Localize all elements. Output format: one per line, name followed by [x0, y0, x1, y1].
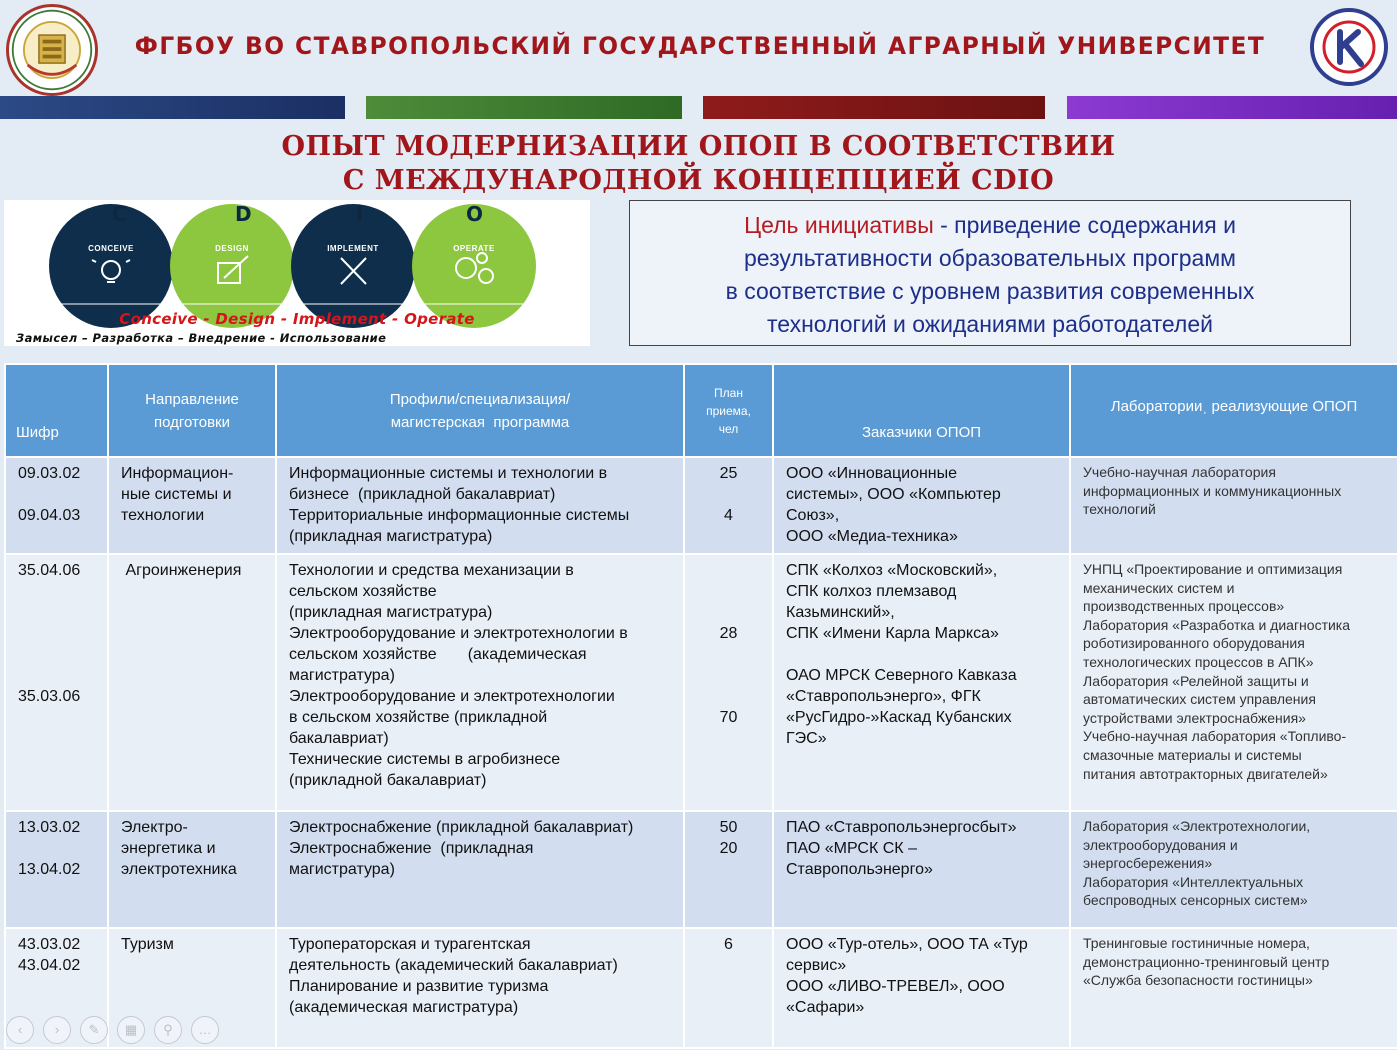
- cell-profiles: [276, 554, 684, 811]
- cell-code-line: [18, 644, 95, 665]
- cell-profiles-line: Электрооборудование и электротехнологии: [289, 688, 615, 705]
- cell-profiles-line: Планирование и развитие туризма: [289, 978, 549, 995]
- chevron-right-icon: ›: [54, 1022, 60, 1037]
- cell-customers-line: СПК «Имени Карла Маркса»: [786, 625, 999, 642]
- cell-direction-line: Агроинженерия: [121, 562, 242, 579]
- cell-profiles-line: сельском хозяйстве: [289, 583, 437, 600]
- table-row: [5, 457, 1397, 554]
- prev-slide-button[interactable]: [6, 1016, 34, 1044]
- cell-customers-line: Казьминский»,: [786, 604, 895, 621]
- cell-profiles-line: Туроператорская и турагентская: [289, 936, 531, 953]
- goal-line-1: [630, 209, 1350, 242]
- header-plan-line: приема,: [706, 403, 751, 418]
- cell-profiles-line: (академическая магистратура): [289, 999, 519, 1016]
- ellipsis-icon: …: [198, 1022, 212, 1037]
- initiative-goal-box: [629, 200, 1351, 346]
- pen-button[interactable]: [80, 1016, 108, 1044]
- cell-plan: [684, 554, 773, 811]
- cell-plan-line: 6: [724, 936, 733, 953]
- goal-label: Цель инициативы: [744, 212, 934, 238]
- header-direction: [108, 364, 276, 457]
- cell-labs-line: Учебно-научная лаборатория: [1083, 464, 1276, 480]
- cell-profiles-line: Территориальные информационные системы: [289, 507, 630, 524]
- cell-code-line: [18, 665, 95, 686]
- cell-labs-line: электрооборудования и: [1083, 836, 1238, 853]
- cell-labs-line: Лаборатория «Интеллектуальных: [1083, 873, 1304, 890]
- cell-customers-line: «Ставропольэнерго», ФГК: [786, 688, 981, 705]
- table-row: [5, 554, 1397, 811]
- cell-labs-line: Лаборатория «Электротехнологии,: [1083, 818, 1311, 834]
- cell-plan-line: [697, 665, 760, 686]
- cell-direction: [108, 457, 276, 554]
- cell-plan-line: 20: [719, 840, 738, 857]
- cell-customers: [773, 554, 1070, 811]
- cell-plan: [684, 457, 773, 554]
- university-emblem-logo: [6, 4, 98, 96]
- cell-code-line: [18, 838, 95, 859]
- grid-icon: ▦: [124, 1022, 138, 1037]
- cell-plan-line: 25: [719, 465, 738, 482]
- cell-code-line: 35.03.06: [18, 688, 81, 705]
- cell-profiles-line: бизнесе (прикладной бакалавриат): [289, 486, 556, 503]
- cell-code-line: [18, 484, 95, 505]
- slides-grid-button[interactable]: [117, 1016, 145, 1044]
- cell-profiles-line: Электроснабжение (прикладной бакалавриат): [289, 819, 634, 836]
- cell-labs: [1070, 928, 1397, 1048]
- cell-labs-line: устройствами электроснабжения»: [1083, 709, 1306, 726]
- cell-customers-line: ООО «Тур-отель», ООО ТА «Тур: [786, 936, 1028, 953]
- cell-labs-line: УНПЦ «Проектирование и оптимизация: [1083, 561, 1343, 577]
- cell-labs-line: Тренинговые гостиничные номера,: [1083, 935, 1310, 951]
- decorative-stripe-green: [366, 96, 682, 119]
- slide-title-line-1: ОПЫТ МОДЕРНИЗАЦИИ ОПОП В СООТВЕТСТВИИ: [281, 131, 1116, 162]
- cell-code-line: [18, 602, 95, 623]
- cell-profiles-line: магистратура): [289, 861, 395, 878]
- cell-direction: [108, 811, 276, 928]
- cell-code-line: 13.04.02: [18, 861, 81, 878]
- cell-profiles-line: бакалавриат): [289, 730, 389, 747]
- cell-code: [5, 811, 108, 928]
- cell-plan: [684, 811, 773, 928]
- cell-labs-line: информационных и коммуникационных: [1083, 482, 1342, 499]
- cell-profiles: [276, 457, 684, 554]
- cell-plan: [684, 928, 773, 1048]
- cell-profiles: [276, 811, 684, 928]
- header-direction-line: Направление: [145, 390, 239, 408]
- cell-direction-line: электротехника: [121, 861, 237, 878]
- next-slide-button[interactable]: [43, 1016, 71, 1044]
- cell-plan-line: [697, 644, 760, 665]
- cell-profiles-line: в сельском хозяйстве (прикладной: [289, 709, 548, 726]
- cdio-letter-c: C: [112, 202, 127, 226]
- more-options-button[interactable]: [191, 1016, 219, 1044]
- cell-labs-line: Учебно-научная лаборатория «Топливо-: [1083, 728, 1347, 745]
- cdio-letter-o: O: [466, 202, 484, 226]
- cell-plan-line: [697, 560, 760, 581]
- cell-customers: [773, 811, 1070, 928]
- cell-customers-line: Союз»,: [786, 507, 840, 524]
- cell-code-line: 09.04.03: [18, 507, 81, 524]
- cell-customers-line: «РусГидро-»Каскад Кубанских: [786, 709, 1012, 726]
- cell-labs-line: автоматических систем управления: [1083, 691, 1316, 708]
- cell-labs-line: Лаборатория «Разработка и диагностика: [1083, 616, 1351, 633]
- cdio-english-caption: Conceive - Design - Implement - Operate: [119, 310, 475, 328]
- cell-customers-line: ПАО «МРСК СК –: [786, 840, 917, 857]
- header-code: Шифр: [5, 364, 108, 457]
- programs-table-wrapper: [4, 363, 1397, 1049]
- cell-labs-line: питания автотракторных двигателей»: [1083, 765, 1328, 782]
- table-row: [5, 811, 1397, 928]
- cell-code-line: 13.03.02: [18, 819, 81, 836]
- cell-customers-line: Ставропольэнерго»: [786, 861, 933, 878]
- slide-title-line-2: С МЕЖДУНАРОДНОЙ КОНЦЕПЦИЕЙ CDIO: [342, 165, 1055, 196]
- cell-labs-line: Лаборатория «Релейной защиты и: [1083, 672, 1309, 689]
- cell-plan-line: 70: [719, 709, 738, 726]
- cell-customers-line: СПК колхоз племзавод: [786, 583, 957, 600]
- header-profiles-line: магистерская программа: [390, 413, 570, 431]
- programs-table: [4, 363, 1397, 1049]
- cell-labs-line: производственных процессов»: [1083, 598, 1285, 615]
- cell-direction: [108, 554, 276, 811]
- cell-code-line: 35.04.06: [18, 562, 81, 579]
- cell-plan-line: 4: [724, 507, 733, 524]
- cell-labs-line: беспроводных сенсорных систем»: [1083, 892, 1308, 909]
- header-direction-line: подготовки: [154, 413, 230, 431]
- cell-labs-line: технологий: [1083, 501, 1156, 518]
- cdio-concept-image: [4, 200, 590, 346]
- cell-labs-line: технологических процессов в АПК»: [1083, 653, 1314, 670]
- university-name: ФГБОУ ВО СТАВРОПОЛЬСКИЙ ГОСУДАРСТВЕННЫЙ АГРАРНЫЙ УНИВЕРСИТЕТ: [134, 32, 1266, 60]
- goal-line-4: технологий и ожиданиями работодателей: [767, 311, 1213, 337]
- implement-label: IMPLEMENT: [327, 244, 379, 253]
- cell-customers-line: ОАО МРСК Северного Кавказа: [786, 667, 1017, 684]
- cell-labs-line: энергосбережения»: [1083, 855, 1213, 872]
- header-plan-line: План: [714, 385, 743, 400]
- cell-code-line: [18, 623, 95, 644]
- cell-labs: [1070, 457, 1397, 554]
- slide-title: [0, 130, 1397, 198]
- cell-customers-line: ООО «Медиа-техника»: [786, 528, 958, 545]
- cell-customers: [773, 457, 1070, 554]
- magnifier-icon: ⚲: [163, 1022, 173, 1037]
- cell-profiles-line: Электроснабжение (прикладная: [289, 840, 534, 857]
- cdio-russian-caption: Замысел – Разработка – Внедрение - Использование: [16, 331, 387, 345]
- cell-labs-line: демонстрационно-тренинговый центр: [1083, 953, 1330, 970]
- cell-profiles-line: деятельность (академический бакалавриат): [289, 957, 618, 974]
- decorative-stripe-blue: [0, 96, 345, 119]
- design-label: DESIGN: [215, 244, 249, 253]
- decorative-stripe-purple: [1067, 96, 1397, 119]
- goal-line-1-rest: - приведение содержания и: [933, 212, 1236, 238]
- cell-code-line: [18, 581, 95, 602]
- cell-labs-line: механических систем и: [1083, 579, 1235, 596]
- quality-award-logo: [1309, 4, 1389, 90]
- table-header-row: [5, 364, 1397, 457]
- cell-code-line: 43.04.02: [18, 957, 81, 974]
- cell-profiles-line: (прикладная магистратура): [289, 528, 493, 545]
- goal-line-3: в соответствие с уровнем развития современных: [725, 278, 1255, 304]
- cdio-letter-i: I: [356, 202, 364, 226]
- cell-labs: [1070, 554, 1397, 811]
- cell-profiles-line: Информационные системы и технологии в: [289, 465, 608, 482]
- conceive-label: CONCEIVE: [88, 244, 134, 253]
- header-labs: Лабораторииˌ реализующие ОПОП: [1070, 364, 1397, 457]
- cell-profiles-line: (прикладной бакалавриат): [289, 772, 487, 789]
- cell-profiles-line: Технические системы в агробизнесе: [289, 751, 561, 768]
- cdio-letter-d: D: [235, 202, 252, 226]
- cell-customers-line: «Сафари»: [786, 999, 865, 1016]
- header-profiles-line: Профили/специализация/: [389, 390, 571, 408]
- cell-labs-line: «Служба безопасности гостиницы»: [1083, 972, 1313, 989]
- cell-customers-line: ПАО «Ставропольэнергосбыт»: [786, 819, 1017, 836]
- cell-plan-line: [697, 686, 760, 707]
- header-plan-line: чел: [718, 421, 739, 436]
- cell-profiles-line: магистратура): [289, 667, 395, 684]
- cell-profiles-line: сельском хозяйстве (академическая: [289, 646, 587, 663]
- operate-label: OPERATE: [453, 244, 495, 253]
- cell-plan-line: [697, 602, 760, 623]
- pen-icon: ✎: [88, 1022, 100, 1037]
- cell-profiles: [276, 928, 684, 1048]
- cell-direction-line: Туризм: [121, 936, 174, 953]
- cell-labs-line: роботизированного оборудования: [1083, 635, 1305, 652]
- cell-direction-line: Электро-: [121, 819, 188, 836]
- cell-profiles-line: Технологии и средства механизации в: [289, 562, 574, 579]
- cell-customers-line: ГЭС»: [786, 730, 827, 747]
- cell-direction-line: энергетика и: [121, 840, 216, 857]
- cell-code: [5, 554, 108, 811]
- cell-labs: [1070, 811, 1397, 928]
- chevron-left-icon: ‹: [17, 1022, 23, 1037]
- cell-profiles-line: (прикладная магистратура): [289, 604, 493, 621]
- programs-table-body: [5, 457, 1397, 1048]
- cell-profiles-line: Электрооборудование и электротехнологии в: [289, 625, 628, 642]
- cell-direction-line: ные системы и: [121, 486, 232, 503]
- goal-line-2: результативности образовательных программ: [744, 245, 1236, 271]
- cdio-letters: [4, 202, 590, 224]
- cell-plan-line: 28: [719, 625, 738, 642]
- header-customers: Заказчики ОПОП: [773, 364, 1070, 457]
- cell-customers-line: сервис»: [786, 957, 847, 974]
- cell-plan-line: [697, 484, 760, 505]
- header-plan: [684, 364, 773, 457]
- cell-customers-line: ООО «ЛИВО-ТРЕВЕЛ», ООО: [786, 978, 1005, 995]
- cell-labs-line: смазочные материалы и системы: [1083, 746, 1302, 763]
- cell-code-line: 43.03.02: [18, 936, 81, 953]
- cell-customers-line: СПК «Колхоз «Московский»,: [786, 562, 998, 579]
- cell-plan-line: [697, 581, 760, 602]
- zoom-button[interactable]: [154, 1016, 182, 1044]
- cell-direction-line: Информацион-: [121, 465, 234, 482]
- cell-customers-line: системы», ООО «Компьютер: [786, 486, 1001, 503]
- cell-code-line: 09.03.02: [18, 465, 81, 482]
- decorative-stripe-red: [703, 96, 1045, 119]
- cell-code: [5, 457, 108, 554]
- cell-direction-line: технологии: [121, 507, 205, 524]
- cell-customers: [773, 928, 1070, 1048]
- cell-customers-line: ООО «Инновационные: [786, 465, 958, 482]
- cell-plan-line: 50: [719, 819, 738, 836]
- cell-customers-line: [786, 644, 1057, 665]
- header-profiles: [276, 364, 684, 457]
